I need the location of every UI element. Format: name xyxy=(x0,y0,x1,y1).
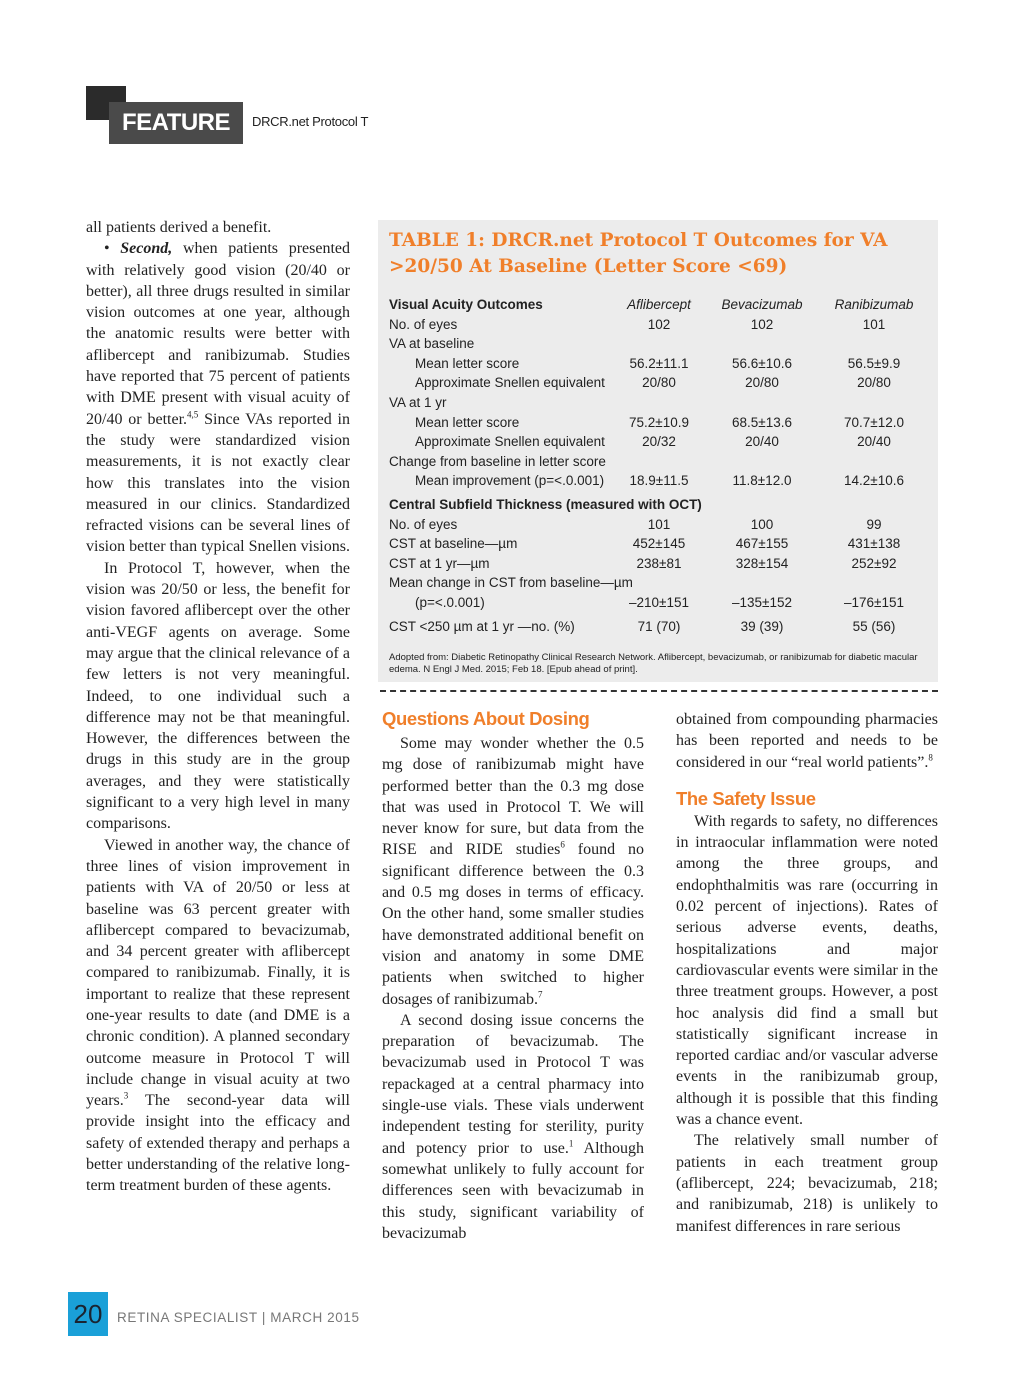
citation: 1 xyxy=(568,1138,574,1149)
table-cell: 56.5±9.9 xyxy=(847,355,901,371)
page-number: 20 xyxy=(68,1292,108,1336)
table-cell: 101 xyxy=(862,316,886,332)
table-cell: 56.2±11.1 xyxy=(629,355,689,371)
citation: 7 xyxy=(537,989,543,1000)
row-label: Mean letter score xyxy=(415,355,520,371)
table-cell: 20/40 xyxy=(745,434,779,450)
table-title: TABLE 1: DRCR.net Protocol T Outcomes for VA >20/50 At Baseline (Letter Score <69) xyxy=(389,230,888,277)
paragraph-text: Although somewhat unlikely to fully account for differences seen with bevacizumab in this study, significant variability of bevacizumab xyxy=(382,1139,644,1242)
table-source-note: Adopted from: Diabetic Retinopathy Clinical Research Network. Aflibercept, bevacizumab, or ranibizumab for diabetic macular edema. N Engl J Med. 2015; Feb 18. [Epub ahead of print]. xyxy=(389,652,918,675)
table-row xyxy=(389,554,934,574)
paragraph-text: Viewed in another way, the chance of three lines of vision improvement in patients with VA of 20/50 or less at baseline was 63 percent greater with aflibercept compared to bevacizumab, and 34 percent greater with aflibercept compared to ranibizumab. Finally, it is important to realize that these represent one-year results to date (and DME is a chronic condition). A planned secondary outcome measure in Protocol T will include change in visual acuity at two years. xyxy=(86,836,350,1110)
row-label: VA at 1 yr xyxy=(389,394,447,410)
outcomes-table xyxy=(378,220,938,682)
table-cell: 20/80 xyxy=(857,375,891,391)
table-cell: 99 xyxy=(866,516,882,532)
table-cell: 431±138 xyxy=(847,536,901,552)
citation: 4,5 xyxy=(187,409,199,420)
row-label: No. of eyes xyxy=(389,516,458,532)
row-label: Mean improvement (p=<.0.001) xyxy=(415,473,605,489)
table-cell: 100 xyxy=(750,516,774,532)
table-row xyxy=(389,373,934,393)
paragraph-text: obtained from compounding pharmacies has been reported and needs to be considered in our “real world patients”. xyxy=(676,711,938,771)
section-heading-safety: The Safety Issue xyxy=(676,787,816,809)
table-cell: 14.2±10.6 xyxy=(844,473,904,489)
paragraph xyxy=(86,238,350,557)
paragraph-text: found no significant difference between the 0.3 and 0.5 mg doses in terms of efficacy. On the other hand, some smaller studies have demonstrated additional benefit on vision and anatomy in some DME patients when switched to higher dosages of ranibizumab. xyxy=(382,841,645,1008)
paragraph-text: A second dosing issue concerns the preparation of bevacizumab. The bevacizumab used in Protocol T was repackaged at a central pharmacy into single-use vials. These vials underwent independent testing for sterility, purity and potency prior to use. xyxy=(382,1011,644,1157)
table-cell: 55 (56) xyxy=(852,618,896,634)
section-heading: Central Subfield Thickness (measured with OCT) xyxy=(389,496,702,512)
table-row xyxy=(389,393,934,413)
table-cell: 71 (70) xyxy=(637,618,681,634)
paragraph: With regards to safety, no differences in intraocular inflammation were noted among the three groups, and endophthalmitis was rare (occurring in 0.02 percent of injections). Rates of serious adverse events, deaths, hospitalizations and major cardiovascular events were similar in the three treatment groups. However, a post hoc analysis did find a small but statistically significant increase in reported cardiac and/or vascular adverse events in the ranibizumab group, although it is possible that this finding was a chance event. xyxy=(676,812,938,1129)
column-header: Ranibizumab xyxy=(834,297,914,312)
table-cell: 20/80 xyxy=(745,375,779,391)
paragraph xyxy=(86,835,350,1197)
table-cell: 70.7±12.0 xyxy=(844,414,904,430)
table-cell: 18.9±11.5 xyxy=(629,473,689,489)
paragraph xyxy=(382,733,644,1010)
row-label: Mean letter score xyxy=(415,414,520,430)
publication-footer: RETINA SPECIALIST | MARCH 2015 xyxy=(117,1310,360,1325)
table-row xyxy=(389,452,934,472)
section-heading-dosing: Questions About Dosing xyxy=(382,708,590,729)
citation: 3 xyxy=(123,1090,129,1101)
table-grid xyxy=(389,295,934,636)
row-label: VA at baseline xyxy=(389,336,475,352)
table-row xyxy=(389,413,934,433)
table-cell: 39 (39) xyxy=(740,618,784,634)
table-cell: –210±151 xyxy=(629,594,689,610)
paragraph: The relatively small number of patients in each treatment group (aflibercept, 224; bevacizumab, 218; and ranibizumab, 218) is unlikely to manifest differences in rare serious xyxy=(676,1132,938,1235)
row-label: CST at 1 yr—µm xyxy=(389,555,490,571)
body-column-2 xyxy=(382,708,645,1244)
table-cell: 56.6±10.6 xyxy=(732,355,792,371)
table-cell: 452±145 xyxy=(632,536,686,552)
row-label: Change from baseline in letter score xyxy=(389,453,606,469)
table-cell: 20/32 xyxy=(642,434,676,450)
table-row xyxy=(389,334,934,354)
row-label: Approximate Snellen equivalent xyxy=(415,434,605,450)
table-cell: 20/40 xyxy=(857,434,891,450)
row-label: CST at baseline—µm xyxy=(389,536,518,552)
table-row xyxy=(389,354,934,374)
table-cell: 68.5±13.6 xyxy=(732,414,792,430)
table-cell: 102 xyxy=(750,316,774,332)
table-row xyxy=(389,617,934,637)
table-row xyxy=(389,471,934,491)
column-header: Aflibercept xyxy=(627,297,691,312)
table-row xyxy=(389,432,934,452)
citation: 6 xyxy=(560,840,565,851)
table-cell: –176±151 xyxy=(844,594,904,610)
paragraph xyxy=(676,709,938,773)
paragraph-text: Some may wonder whether the 0.5 mg dose of ranibizumab might have performed better than the 0.3 mg dose that was used in Protocol T. We will never know for sure, but data from the RISE and RIDE studies xyxy=(382,735,644,859)
body-column-3 xyxy=(676,709,938,1237)
table-header-row xyxy=(389,295,934,315)
table-row xyxy=(389,515,934,535)
paragraph: In Protocol T, however, when the vision was 20/50 or less, the benefit for vision favored aflibercept over the other anti-VEGF agents on average. Some may argue that the clinical relevance of a few letters is not very meaningful. Indeed, to one individual such a difference may not be that meaningful. However, the differences between the drugs in this study are in the group averages, and they were statistically significant to a very high level in many comparisons. xyxy=(86,559,350,833)
table-cell: 467±155 xyxy=(735,536,789,552)
paragraph-text: Since VAs reported in the study were standardized vision measurements, it is not exactly clear how this translates into the vision measured in our clinics. Standardized refracted visions can be several lines of vision better than typical Snellen visions. xyxy=(86,410,350,556)
bullet: • xyxy=(104,240,110,258)
dashed-divider xyxy=(380,690,938,692)
section-label: FEATURE xyxy=(109,102,243,144)
table-row xyxy=(389,593,934,613)
row-label: Approximate Snellen equivalent xyxy=(415,375,605,391)
paragraph xyxy=(382,1010,644,1244)
row-label: No. of eyes xyxy=(389,316,458,332)
table-row xyxy=(389,315,934,335)
table-cell: 101 xyxy=(647,516,671,532)
lead-word: Second, xyxy=(120,240,173,258)
table-cell: 252±92 xyxy=(851,555,897,571)
row-label: CST <250 µm at 1 yr —no. (%) xyxy=(389,618,575,634)
table-cell: 328±154 xyxy=(735,555,789,571)
table-cell: 20/80 xyxy=(642,375,676,391)
row-label: (p=<.0.001) xyxy=(415,594,485,610)
citation: 8 xyxy=(928,752,933,763)
body-column-1 xyxy=(86,217,350,1197)
table-cell: 11.8±12.0 xyxy=(732,473,792,489)
paragraph-text: when patients presented with relatively good vision (20/40 or better), all three drugs resulted in similar vision outcomes at one year, although the anatomic results were better with aflibercept and ranibizumab. Studies have reported that 75 percent of patients with DME present with visual acuity of 20/40 or better. xyxy=(86,240,350,428)
table-row xyxy=(389,573,934,593)
table-section-row xyxy=(389,495,934,515)
paragraph-text: The second-year data will provide insight into the efficacy and safety of extended therapy and perhaps a better understanding of the relative long-term treatment burden of these agents. xyxy=(86,1092,350,1195)
table-cell: 75.2±10.9 xyxy=(629,414,689,430)
table-cell: 238±81 xyxy=(636,555,682,571)
paragraph: all patients derived a benefit. xyxy=(86,219,272,236)
table-cell: 102 xyxy=(647,316,671,332)
column-header: Bevacizumab xyxy=(721,297,803,312)
column-header: Visual Acuity Outcomes xyxy=(389,297,543,312)
table-row xyxy=(389,534,934,554)
row-label: Mean change in CST from baseline—µm xyxy=(389,575,633,591)
table-cell: –135±152 xyxy=(732,594,792,610)
header-subtitle: DRCR.net Protocol T xyxy=(252,114,369,129)
